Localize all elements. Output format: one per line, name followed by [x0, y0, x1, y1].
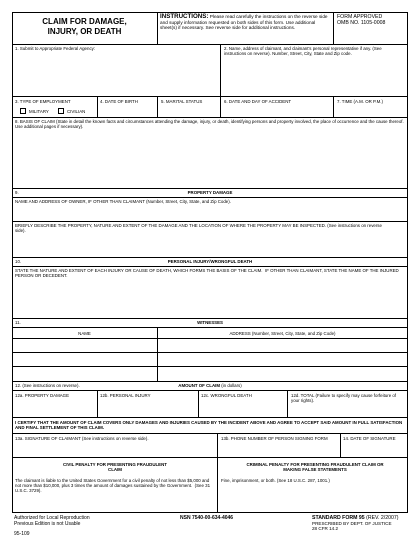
civil-penalty-text: The claimant is liable to the United States Government for a civil penalty of not less than $5,000 and not more than $10,000, plus 3 times the amount of damages sustained by the Government. (See 31 U.S.C. 3729).: [15, 478, 212, 494]
field-6-label: 6. DATE AND DAY OF ACCIDENT: [224, 99, 292, 104]
divider: [12, 197, 408, 198]
field-7-label: 7. TIME (A.M. OR P.M.): [337, 99, 383, 104]
form-approved-label: FORM APPROVED: [337, 14, 383, 20]
military-checkbox[interactable]: [20, 108, 26, 114]
divider: [12, 188, 408, 189]
divider: [12, 96, 408, 97]
form-title-line2: INJURY, OR DEATH: [47, 27, 122, 36]
standard-form-revision: (REV. 2/2007): [364, 515, 399, 521]
divider: [157, 96, 158, 117]
local-reproduction-note: Authorized for Local Reproduction: [14, 515, 90, 521]
time-input[interactable]: [335, 106, 406, 116]
personal-injury-title: PERSONAL INJURY/WRONGFUL DEATH: [167, 259, 253, 264]
claimant-input[interactable]: [222, 58, 406, 94]
injury-input[interactable]: [14, 280, 406, 317]
divider: [198, 390, 199, 417]
omb-number: OMB NO. 1105-0008: [337, 20, 386, 26]
form-title-line1: CLAIM FOR DAMAGE,: [42, 17, 127, 26]
form-code: 95-109: [14, 531, 30, 537]
certification-text: I CERTIFY THAT THE AMOUNT OF CLAIM COVERS ONLY DAMAGES AND INJURIES CAUSED BY THE INCIDENT ABOVE AND AGREE TO ACCEPT SAID AMOUNT IN FULL SATISFACTION AND FINAL SETTLEMENT OF THIS CLAIM.: [15, 420, 404, 431]
owner-input[interactable]: [14, 206, 406, 220]
divider: [12, 417, 408, 418]
property-describe-label: BRIEFLY DESCRIBE THE PROPERTY, NATURE AND EXTENT OF THE DAMAGE AND THE LOCATION OF WHERE THE PROPERTY MAY BE INSPECTED. (See instructions on reverse side).: [15, 223, 384, 234]
marital-status-input[interactable]: [159, 106, 218, 116]
divider: [12, 457, 408, 458]
section-10-number: 10.: [15, 259, 22, 264]
civilian-checkbox[interactable]: [58, 108, 64, 114]
divider: [12, 44, 408, 45]
amount-title: [12, 383, 408, 388]
phone-input[interactable]: [219, 444, 338, 455]
divider: [220, 96, 221, 117]
divider: [12, 433, 408, 434]
property-damage-amount-input[interactable]: [14, 404, 95, 415]
divider: [217, 433, 218, 457]
field-12a-label: 12a. PROPERTY DAMAGE: [15, 393, 70, 398]
section-11-number: 11.: [15, 320, 21, 325]
witnesses-title: WITNESSES: [197, 320, 223, 325]
divider: [12, 352, 408, 353]
divider: [333, 96, 334, 117]
divider: [97, 96, 98, 117]
witness-address-input[interactable]: [159, 354, 406, 364]
total-amount-input[interactable]: [289, 405, 406, 415]
amount-title-suffix: (in dollars): [220, 383, 242, 388]
civilian-label: CIVILIAN: [67, 109, 86, 114]
field-13b-label: 13b. PHONE NUMBER OF PERSON SIGNING FORM: [221, 436, 328, 441]
divider: [12, 266, 408, 267]
injury-label: STATE THE NATURE AND EXTENT OF EACH INJURY OR CAUSE OF DEATH, WHICH FORMS THE BASIS OF THE CLAIM. IF OTHER THAN CLAIMANT, STATE THE NAME OF THE INJURED PERSON OR DECEDENT.: [15, 268, 400, 279]
nsn-number: NSN 7540-00-634-4046: [180, 515, 234, 521]
section-12-number: 12. (See instructions on reverse).: [15, 383, 80, 388]
previous-edition-note: Previous Edition is not Usable: [14, 521, 81, 527]
accident-date-input[interactable]: [222, 106, 331, 116]
field-5-label: 5. MARITAL STATUS: [161, 99, 203, 104]
divider: [12, 338, 408, 339]
witness-address-input[interactable]: [159, 368, 406, 378]
instructions-label: INSTRUCTIONS:: [160, 13, 209, 20]
witness-address-input[interactable]: [159, 340, 406, 350]
divider: [12, 318, 408, 319]
wrongful-death-amount-input[interactable]: [200, 404, 285, 415]
cfr-reference: 28 CFR 14.2: [312, 526, 339, 531]
field-14-label: 14. DATE OF SIGNATURE: [343, 436, 396, 441]
divider: [12, 257, 408, 258]
signature-date-input[interactable]: [342, 444, 406, 455]
field-12b-label: 12b. PERSONAL INJURY: [100, 393, 151, 398]
signature-input[interactable]: [14, 444, 215, 455]
owner-label: NAME AND ADDRESS OF OWNER, IF OTHER THAN CLAIMANT (Number, Street, City, State, and Zip Code).: [15, 199, 231, 204]
military-label: MILITARY: [29, 109, 49, 114]
divider: [12, 327, 408, 328]
divider: [12, 390, 408, 391]
divider: [157, 12, 158, 44]
field-8-label: 8. BASIS OF CLAIM (State in detail the known facts and circumstances attending the damage, injury, or death, identifying persons and property involved, the place of occurrence and the cause thereof. Use additional pages if necessary).: [15, 119, 405, 130]
witness-name-header: NAME: [78, 331, 91, 336]
amount-title-text: AMOUNT OF CLAIM: [178, 383, 220, 388]
divider: [217, 457, 218, 513]
divider: [12, 221, 408, 222]
witness-address-header: ADDRESS (Number, Street, City, State, and Zip Code): [229, 331, 336, 336]
divider: [220, 44, 221, 96]
basis-of-claim-input[interactable]: [14, 131, 406, 187]
witness-name-input[interactable]: [14, 354, 155, 364]
divider: [97, 390, 98, 417]
witness-name-input[interactable]: [14, 340, 155, 350]
standard-form-name: STANDARD FORM 95: [312, 515, 365, 521]
field-1-label: 1. Submit to Appropriate Federal Agency:: [15, 46, 96, 51]
criminal-penalty-text: Fine, imprisonment, or both. (See 18 U.S.C. 287, 1001.): [221, 478, 330, 483]
divider: [12, 117, 408, 118]
divider: [287, 390, 288, 417]
property-damage-title: PROPERTY DAMAGE: [187, 190, 233, 195]
field-2-label: 2. Name, address of claimant, and claimant's personal representative if any. (See instructions on reverse). Number, Street, City, State and Zip code.: [224, 46, 383, 57]
divider: [333, 12, 334, 44]
section-9-number: 9.: [15, 190, 19, 195]
field-3-label: 3. TYPE OF EMPLOYMENT: [15, 99, 71, 104]
field-12d-label: 12d. TOTAL (Failure to specify may cause forfeiture of your rights).: [291, 393, 398, 404]
instructions-text: Please read carefully the instructions on the reverse side and supply information requested on both sides of this form. Use additional sheet(s) if necessary. See reverse side for additional instructions.: [160, 14, 329, 31]
divider: [340, 433, 341, 457]
field-13a-label: 13a. SIGNATURE OF CLAIMANT (See instructions on reverse side).: [15, 436, 149, 441]
criminal-penalty-title: CRIMINAL PENALTY FOR PRESENTING FRAUDULENT CLAIM OR MAKING FALSE STATEMENTS: [246, 462, 385, 473]
divider: [12, 366, 408, 367]
field-12c-label: 12c. WRONGFUL DEATH: [201, 393, 252, 398]
prescribed-by: PRESCRIBED BY DEPT. OF JUSTICE: [312, 521, 392, 526]
personal-injury-amount-input[interactable]: [99, 404, 196, 415]
instructions: [160, 14, 332, 31]
birth-date-input[interactable]: [99, 106, 155, 116]
agency-input[interactable]: [14, 53, 218, 94]
witness-name-input[interactable]: [14, 368, 155, 378]
divider: [12, 381, 408, 382]
civil-penalty-title: CIVIL PENALTY FOR PRESENTING FRAUDULENT CLAIM: [63, 462, 169, 473]
field-4-label: 4. DATE OF BIRTH: [100, 99, 138, 104]
property-describe-input[interactable]: [14, 235, 406, 256]
